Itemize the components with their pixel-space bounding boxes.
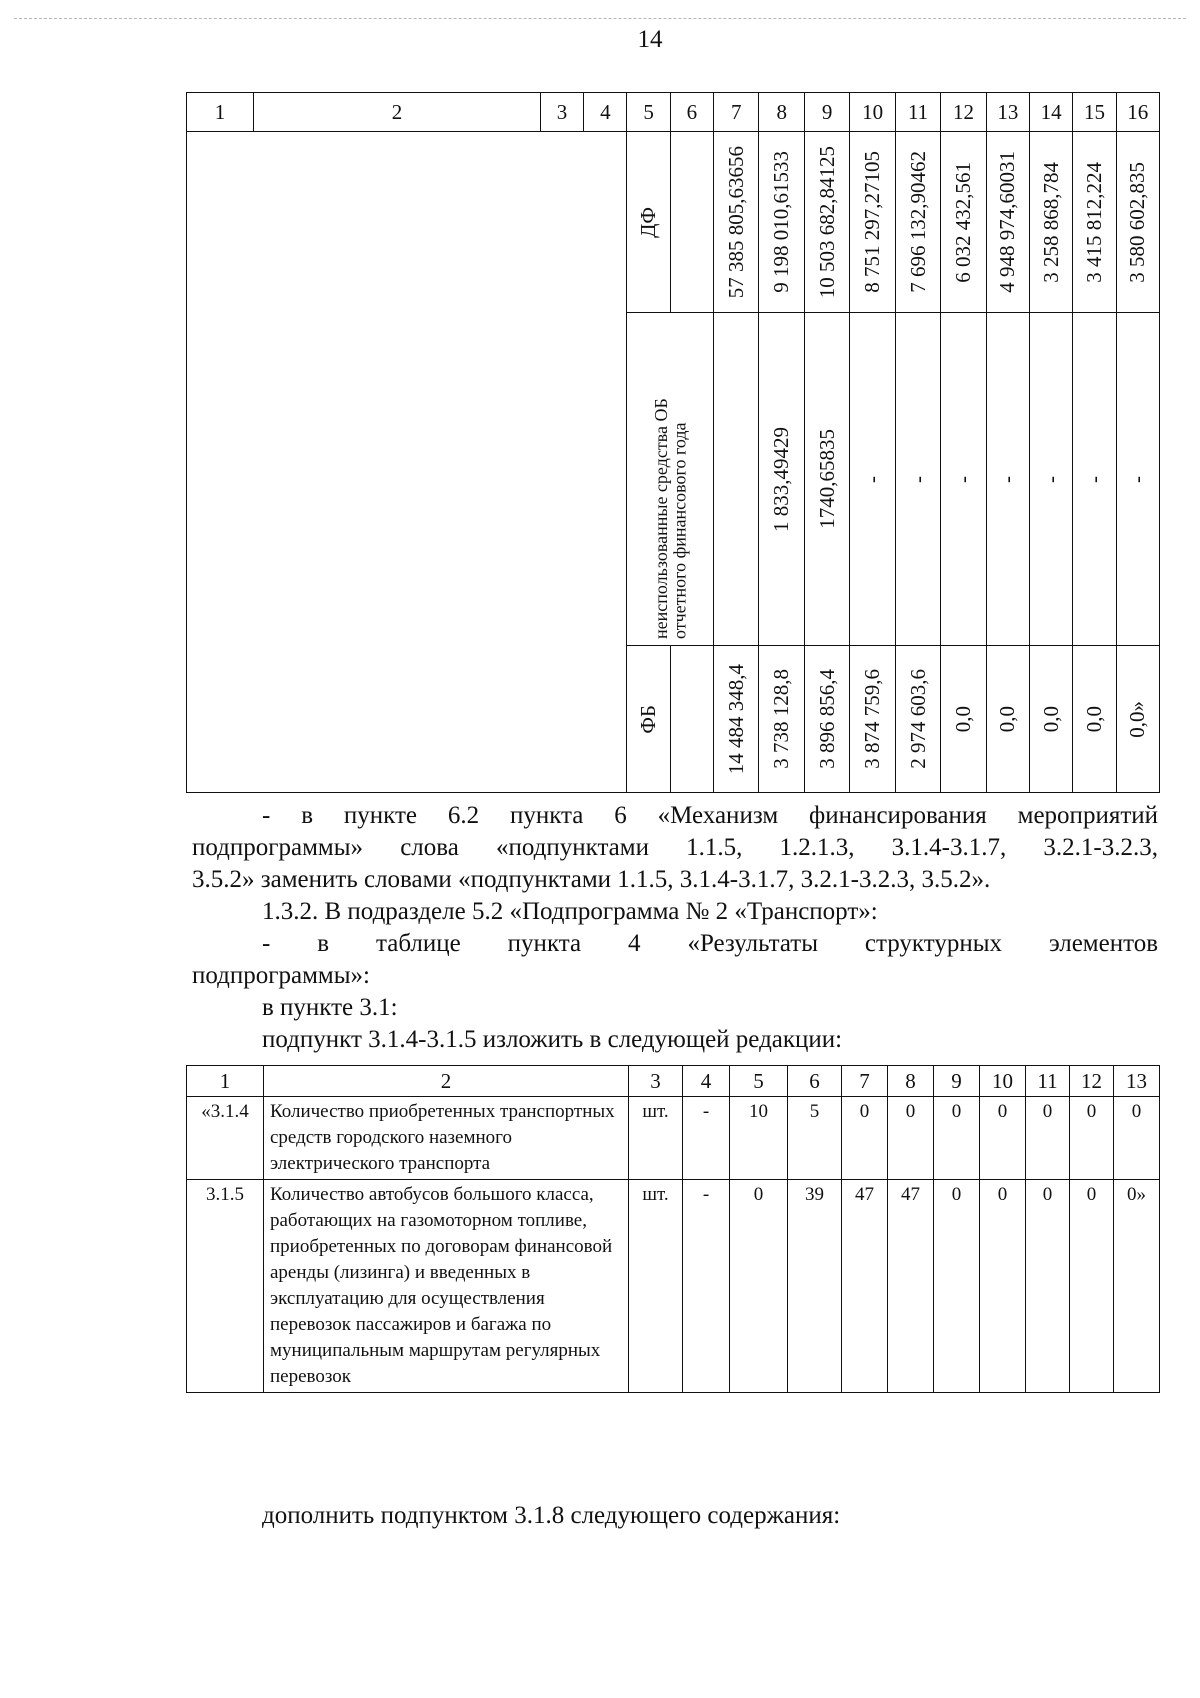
value-cell: 1740,65835 bbox=[814, 429, 839, 529]
header-cell: 1 bbox=[187, 1066, 264, 1097]
empty-cell bbox=[714, 313, 759, 646]
value-cell: 0,0 bbox=[995, 705, 1020, 733]
funding-table-header-row bbox=[187, 93, 1160, 132]
value-cell: 0 bbox=[1070, 1097, 1114, 1180]
section-heading: 1.3.2. В подразделе 5.2 «Подпрограмма № 2 «Транспорт»: bbox=[262, 898, 878, 925]
header-cell: 7 bbox=[714, 93, 759, 132]
header-cell: 6 bbox=[670, 93, 713, 132]
value-cell: 0,0 bbox=[1038, 705, 1063, 733]
value-cell: 0 bbox=[1114, 1097, 1160, 1180]
header-cell: 3 bbox=[629, 1066, 683, 1097]
value-cell: 0 bbox=[730, 1180, 788, 1393]
results-table-header-row bbox=[187, 1066, 1160, 1097]
value-cell: 0 bbox=[1070, 1180, 1114, 1393]
header-cell: 15 bbox=[1073, 93, 1116, 132]
value-cell: - bbox=[1038, 475, 1063, 483]
header-cell: 16 bbox=[1116, 93, 1159, 132]
value-cell: - bbox=[1081, 475, 1106, 483]
value-cell: 0 bbox=[980, 1097, 1026, 1180]
header-cell: 13 bbox=[1114, 1066, 1160, 1097]
header-cell: 13 bbox=[986, 93, 1029, 132]
value-cell: 39 bbox=[788, 1180, 842, 1393]
header-cell: 2 bbox=[254, 93, 541, 132]
paragraph-line: подпункт 3.1.4-3.1.5 изложить в следующей редакции: bbox=[262, 1026, 843, 1053]
empty-cell bbox=[670, 646, 713, 793]
value-cell: 1 833,49429 bbox=[769, 426, 794, 532]
value-cell: - bbox=[995, 475, 1020, 483]
value-cell: 0 bbox=[934, 1097, 980, 1180]
item-unit: шт. bbox=[629, 1097, 683, 1180]
empty-merged-cell bbox=[187, 132, 627, 793]
value-cell: 0 bbox=[1026, 1180, 1070, 1393]
header-cell: 5 bbox=[730, 1066, 788, 1097]
value-cell: 0,0» bbox=[1125, 700, 1150, 738]
header-cell: 5 bbox=[627, 93, 670, 132]
row-label-cell bbox=[627, 132, 670, 313]
header-cell: 8 bbox=[888, 1066, 934, 1097]
header-cell: 9 bbox=[804, 93, 849, 132]
header-cell: 4 bbox=[683, 1066, 730, 1097]
value-cell: 3 874 759,6 bbox=[860, 669, 885, 769]
paragraph-line: дополнить подпунктом 3.1.8 следующего содержания: bbox=[262, 1502, 841, 1529]
row-label-cell bbox=[627, 313, 714, 646]
item-description: Количество приобретенных транспортных средств городского наземного электрического транспорта bbox=[264, 1097, 629, 1180]
paragraph-line: подпрограммы» слова «подпунктами 1.1.5, 1.2.1.3, 3.1.4-3.1.7, 3.2.1-3.2.3, bbox=[192, 834, 1158, 861]
value-cell: 10 503 682,84125 bbox=[814, 145, 839, 299]
header-cell: 3 bbox=[540, 93, 583, 132]
header-cell: 10 bbox=[850, 93, 895, 132]
value-cell: 0,0 bbox=[1081, 705, 1106, 733]
header-cell: 10 bbox=[980, 1066, 1026, 1097]
value-cell: 3 415 812,224 bbox=[1081, 161, 1106, 283]
row-label: ФБ bbox=[636, 704, 661, 734]
value-cell: 9 198 010,61533 bbox=[769, 151, 794, 293]
value-cell: - bbox=[905, 475, 930, 483]
paragraph-line: 3.5.2» заменить словами «подпунктами 1.1.5, 3.1.4-3.1.7, 3.2.1-3.2.3, 3.5.2». bbox=[192, 866, 991, 893]
funding-row-df bbox=[187, 132, 1160, 313]
item-description: Количество автобусов большого класса, работающих на газомоторном топливе, приобретенных по договорам финансовой аренды (лизинга) и введенных в эксплуатацию для осуществления перевозок пассажиров и багажа по муниципальным маршрутам регулярных перевозок bbox=[264, 1180, 629, 1393]
empty-cell bbox=[670, 132, 713, 313]
funding-table bbox=[186, 92, 1160, 793]
value-cell: 3 580 602,835 bbox=[1125, 161, 1150, 283]
value-cell: 47 bbox=[842, 1180, 888, 1393]
header-cell: 6 bbox=[788, 1066, 842, 1097]
value-cell: - bbox=[860, 475, 885, 483]
row-label-cell bbox=[627, 646, 670, 793]
item-unit: шт. bbox=[629, 1180, 683, 1393]
header-cell: 14 bbox=[1030, 93, 1073, 132]
header-cell: 12 bbox=[1070, 1066, 1114, 1097]
item-number: «3.1.4 bbox=[187, 1097, 264, 1180]
value-cell: 47 bbox=[888, 1180, 934, 1393]
value-cell: 0 bbox=[934, 1180, 980, 1393]
item-number: 3.1.5 bbox=[187, 1180, 264, 1393]
paragraph-line: - в пункте 6.2 пункта 6 «Механизм финансирования мероприятий bbox=[262, 802, 1158, 829]
value-cell: 3 258 868,784 bbox=[1038, 161, 1063, 283]
header-cell: 1 bbox=[187, 93, 254, 132]
header-cell: 12 bbox=[941, 93, 986, 132]
header-cell: 2 bbox=[264, 1066, 629, 1097]
value-cell: 2 974 603,6 bbox=[905, 669, 930, 769]
header-cell: 4 bbox=[584, 93, 627, 132]
header-cell: 8 bbox=[759, 93, 804, 132]
value-cell: 0 bbox=[1026, 1097, 1070, 1180]
value-cell: 0 bbox=[980, 1180, 1026, 1393]
value-cell: 0 bbox=[842, 1097, 888, 1180]
paragraph-line: в пункте 3.1: bbox=[262, 994, 398, 1021]
value-cell: 8 751 297,27105 bbox=[860, 151, 885, 293]
header-cell: 11 bbox=[1026, 1066, 1070, 1097]
value-cell: 3 738 128,8 bbox=[769, 669, 794, 769]
value-cell: 0» bbox=[1114, 1180, 1160, 1393]
top-scan-rule bbox=[14, 18, 1186, 19]
value-cell: - bbox=[951, 475, 976, 483]
value-cell: 5 bbox=[788, 1097, 842, 1180]
value-cell: 0,0 bbox=[951, 705, 976, 733]
table-row bbox=[187, 1097, 1160, 1180]
value-cell: 14 484 348,4 bbox=[723, 663, 748, 775]
value-cell: - bbox=[683, 1180, 730, 1393]
row-label: ДФ bbox=[636, 206, 661, 238]
value-cell: 3 896 856,4 bbox=[814, 669, 839, 769]
header-cell: 7 bbox=[842, 1066, 888, 1097]
value-cell: 4 948 974,60031 bbox=[995, 151, 1020, 293]
value-cell: 0 bbox=[888, 1097, 934, 1180]
value-cell: 7 696 132,90462 bbox=[905, 151, 930, 293]
header-cell: 9 bbox=[934, 1066, 980, 1097]
table-row bbox=[187, 1180, 1160, 1393]
value-cell: 6 032 432,561 bbox=[951, 161, 976, 283]
page-number: 14 bbox=[637, 26, 663, 53]
value-cell: - bbox=[1125, 475, 1150, 483]
value-cell: 57 385 805,63656 bbox=[723, 145, 748, 299]
header-cell: 11 bbox=[895, 93, 940, 132]
paragraph-line: - в таблице пункта 4 «Результаты структурных элементов bbox=[262, 930, 1158, 957]
value-cell: - bbox=[683, 1097, 730, 1180]
row-label: неиспользованные средства ОБ отчетного финансового года bbox=[650, 398, 690, 639]
value-cell: 10 bbox=[730, 1097, 788, 1180]
paragraph-line: подпрограммы»: bbox=[192, 962, 370, 989]
results-table bbox=[186, 1065, 1160, 1393]
